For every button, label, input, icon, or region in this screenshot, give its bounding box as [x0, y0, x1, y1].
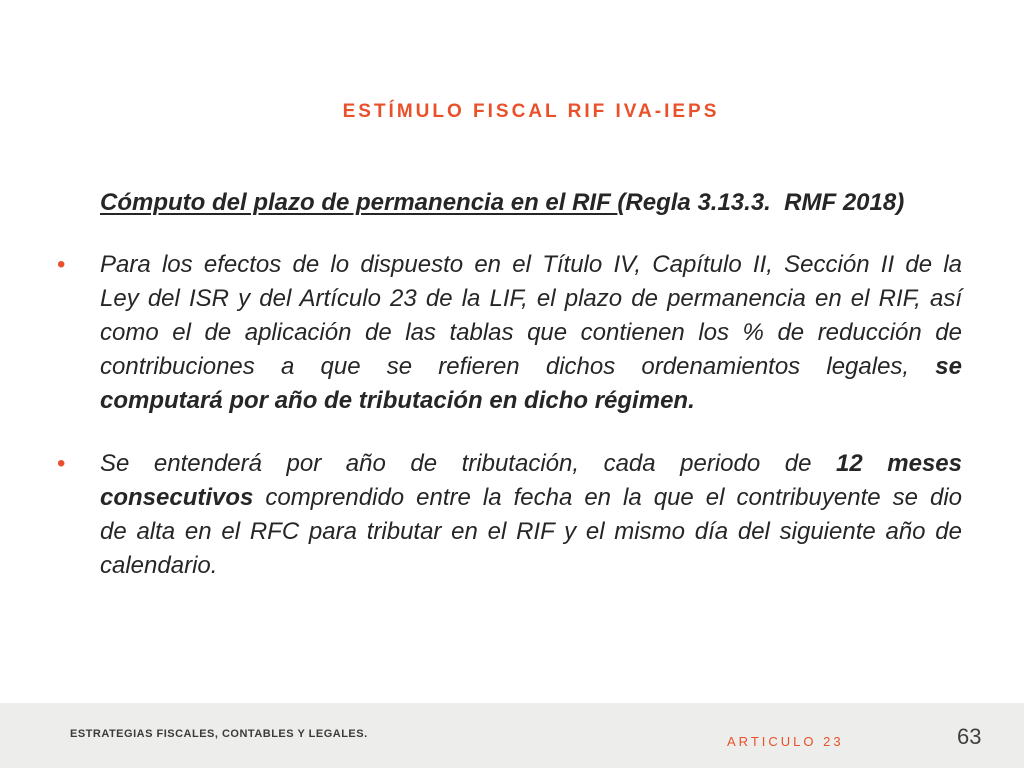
page-number: 63: [957, 724, 982, 749]
footer-company-name: ESTRATEGIAS FISCALES, CONTABLES Y LEGALES.: [70, 728, 368, 740]
paragraph-line: [100, 384, 962, 418]
bullet-paragraph-2: [57, 447, 963, 583]
paragraph-line: [100, 549, 962, 583]
line-text: comprendido entre la fecha en la que el contribuyente se dio: [253, 484, 962, 511]
slide-footer: [0, 703, 1024, 768]
line-text: de alta en el RFC para tributar en el RIF y el mismo día del siguiente año de: [100, 518, 962, 545]
paragraph-line: [100, 350, 962, 384]
line-text: Ley del ISR y del Artículo 23 de la LIF, el plazo de permanencia en el RIF, así: [100, 285, 962, 312]
paragraph-line: [100, 316, 962, 350]
subtitle-reference: (Regla 3.13.3. RMF 2018): [617, 189, 905, 216]
line-bold-text: 12 meses: [836, 450, 963, 477]
line-text: Para los efectos de lo dispuesto en el Título IV, Capítulo II, Sección II de la: [100, 251, 962, 278]
line-text: Se entenderá por año de tributación, cada periodo de: [100, 450, 837, 477]
slide-subtitle: [100, 186, 962, 220]
paragraph-line: [100, 481, 962, 515]
bullet-icon: •: [57, 450, 66, 477]
slide-title: ESTÍMULO FISCAL RIF IVA-IEPS: [342, 101, 720, 122]
bullet-icon: •: [57, 251, 66, 278]
paragraph-line: [100, 248, 962, 282]
paragraph-line: [100, 282, 962, 316]
bullet-paragraph-1: [57, 248, 962, 418]
line-text: contribuciones a que se refieren dichos ordenamientos legales,: [100, 353, 936, 380]
subtitle-underlined-text: Cómputo del plazo de permanencia en el RIF: [100, 189, 618, 216]
line-bold-text: consecutivos: [100, 484, 254, 511]
paragraph-line: [100, 447, 962, 481]
paragraph-line: [100, 515, 962, 549]
line-bold-text: computará por año de tributación en dicho régimen.: [100, 387, 695, 414]
line-text: como el de aplicación de las tablas que contienen los % de reducción de: [100, 319, 962, 346]
line-text: calendario.: [100, 552, 218, 579]
footer-section-label: ARTICULO 23: [727, 734, 844, 749]
line-bold-text: se: [935, 353, 962, 380]
